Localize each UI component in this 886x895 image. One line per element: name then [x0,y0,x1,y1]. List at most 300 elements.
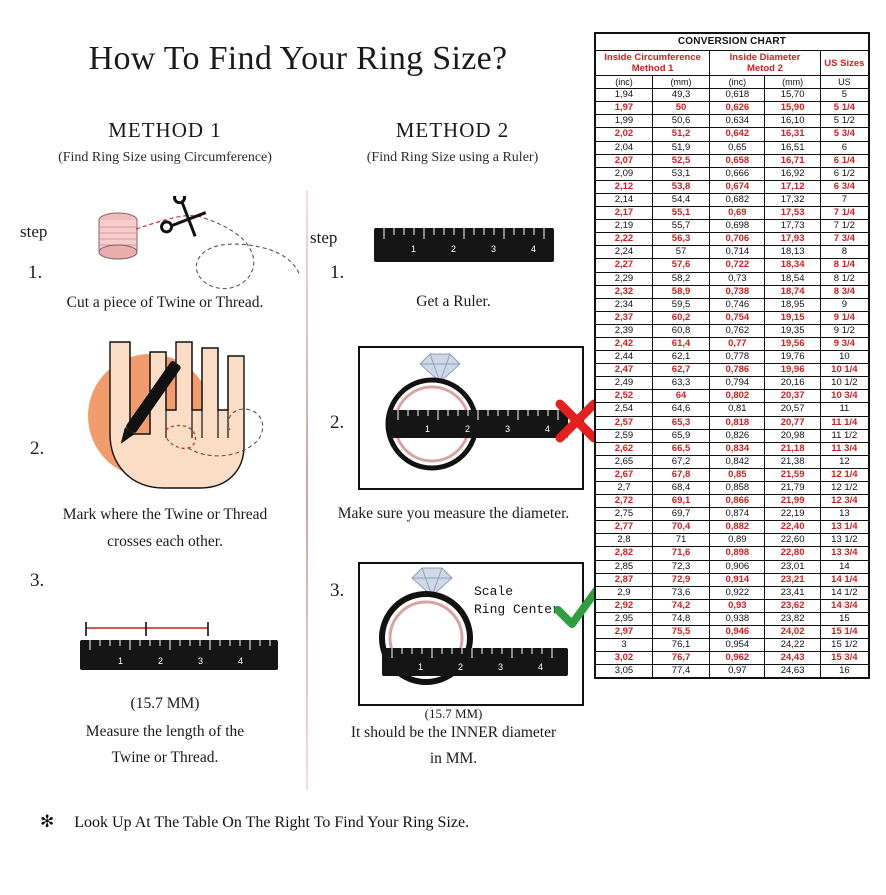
table-cell: 0,618 [710,89,765,102]
table-cell: 19,35 [765,324,820,337]
table-cell: 20,98 [765,429,820,442]
table-cell: 2,77 [596,521,653,534]
table-row [596,89,869,102]
table-cell: 5 1/2 [820,115,868,128]
group-header-circumference: Inside Circumference Method 1 [596,51,710,76]
table-cell: 76,1 [652,639,709,652]
method-1-step-3-measure: (15.7 MM) [130,695,200,712]
table-cell: 10 [820,351,868,364]
table-cell: 0,778 [710,351,765,364]
table-cell: 13 1/4 [820,521,868,534]
table-cell: 0,786 [710,364,765,377]
table-cell: 12 1/4 [820,468,868,481]
table-row [596,324,869,337]
table-cell: 14 [820,560,868,573]
table-row [596,311,869,324]
table-cell: 19,96 [765,364,820,377]
table-cell: 69,1 [652,495,709,508]
table-cell: 10 1/2 [820,377,868,390]
table-row [596,377,869,390]
table-row [596,364,869,377]
table-cell: 16,31 [765,128,820,141]
table-cell: 2,97 [596,626,653,639]
method-1-step-1-caption: Cut a piece of Twine or Thread. [66,294,264,311]
table-cell: 6 1/2 [820,167,868,180]
table-cell: 17,32 [765,193,820,206]
table-cell: 2,49 [596,377,653,390]
table-cell: 24,22 [765,639,820,652]
table-cell: 60,8 [652,324,709,337]
table-row [596,639,869,652]
table-cell: 13 1/2 [820,534,868,547]
table-cell: 0,842 [710,455,765,468]
table-row [596,115,869,128]
table-cell: 15 1/4 [820,626,868,639]
table-cell: 23,62 [765,599,820,612]
method-2-step-3-caption-line2: in MM. [429,750,478,767]
table-cell: 54,4 [652,193,709,206]
table-row [596,521,869,534]
unit-header-3: (mm) [765,76,820,89]
hand-with-thread-illustration [68,338,308,498]
table-cell: 7 1/2 [820,220,868,233]
svg-text:4: 4 [538,662,544,672]
table-cell: 15 [820,612,868,625]
table-cell: 62,7 [652,364,709,377]
table-cell: 3 [596,639,653,652]
table-cell: 16,10 [765,115,820,128]
table-cell: 2,95 [596,612,653,625]
table-cell: 23,01 [765,560,820,573]
method-2-step-2-diagram [358,346,584,490]
table-cell: 2,32 [596,285,653,298]
method-1-step-2-caption-line1: Mark where the Twine or Thread [62,506,268,523]
table-cell: 2,14 [596,193,653,206]
table-cell: 67,2 [652,455,709,468]
table-cell: 19,15 [765,311,820,324]
table-cell: 69,7 [652,508,709,521]
table-cell: 2,7 [596,482,653,495]
table-row [596,586,869,599]
method-2-step-3-number: 3. [330,580,345,601]
table-cell: 0,882 [710,521,765,534]
table-cell: 3,02 [596,652,653,665]
table-cell: 23,41 [765,586,820,599]
table-cell: 2,02 [596,128,653,141]
table-cell: 2,72 [596,495,653,508]
table-cell: 8 1/2 [820,272,868,285]
table-cell: 0,65 [710,141,765,154]
table-cell: 16,71 [765,154,820,167]
table-cell: 58,2 [652,272,709,285]
table-cell: 57 [652,246,709,259]
table-row [596,128,869,141]
scissors-icon [160,196,209,244]
footer-text: Look Up At The Table On The Right To Find Your Ring Size. [74,814,470,831]
table-cell: 16,92 [765,167,820,180]
table-cell: 0,738 [710,285,765,298]
method-2-title: METHOD 2 [395,118,510,142]
table-cell: 59,5 [652,298,709,311]
table-cell: 2,65 [596,455,653,468]
table-cell: 11 3/4 [820,442,868,455]
table-row [596,508,869,521]
page-title: How To Find Your Ring Size? [88,40,508,77]
table-cell: 0,77 [710,337,765,350]
table-cell: 0,682 [710,193,765,206]
svg-text:3: 3 [498,662,504,672]
table-cell: 71 [652,534,709,547]
ring-inner-diameter-right [360,564,578,700]
table-cell: 13 3/4 [820,547,868,560]
table-cell: 0,906 [710,560,765,573]
table-cell: 60,2 [652,311,709,324]
table-cell: 2,07 [596,154,653,167]
table-cell: 0,706 [710,233,765,246]
table-row [596,403,869,416]
method-2-step-2-number: 2. [330,412,345,433]
table-cell: 52,5 [652,154,709,167]
svg-text:4: 4 [238,656,244,666]
table-cell: 0,938 [710,612,765,625]
table-cell: 0,962 [710,652,765,665]
conversion-chart [594,32,870,679]
table-cell: 74,8 [652,612,709,625]
table-row [596,337,869,350]
svg-text:1: 1 [418,662,424,672]
table-cell: 64 [652,390,709,403]
table-cell: 51,9 [652,141,709,154]
method-1-step-3-caption-line1: Measure the length of the [85,723,245,740]
table-cell: 2,87 [596,573,653,586]
table-cell: 0,954 [710,639,765,652]
table-row [596,167,869,180]
method-2-step-3-diagram [358,562,584,706]
table-cell: 0,802 [710,390,765,403]
table-cell: 67,8 [652,468,709,481]
svg-text:4: 4 [531,244,537,254]
table-cell: 0,81 [710,403,765,416]
table-cell: 15 1/2 [820,639,868,652]
table-cell: 23,82 [765,612,820,625]
table-cell: 20,37 [765,390,820,403]
unit-header-2: (inc) [710,76,765,89]
unit-header-4: US [820,76,868,89]
table-cell: 7 [820,193,868,206]
table-cell: 15,90 [765,102,820,115]
table-cell: 22,19 [765,508,820,521]
table-cell: 73,6 [652,586,709,599]
table-row [596,468,869,481]
table-cell: 0,834 [710,442,765,455]
table-cell: 77,4 [652,665,709,678]
svg-text:4: 4 [545,424,551,434]
table-cell: 0,714 [710,246,765,259]
table-cell: 50,6 [652,115,709,128]
scale-ring-center-label-line2: Ring Center [474,602,560,617]
svg-text:1: 1 [118,656,124,666]
table-cell: 2,57 [596,416,653,429]
table-cell: 12 3/4 [820,495,868,508]
table-row [596,141,869,154]
table-row [596,455,869,468]
svg-text:2: 2 [458,662,464,672]
table-cell: 2,85 [596,560,653,573]
table-cell: 16,51 [765,141,820,154]
table-cell: 0,818 [710,416,765,429]
method-2-step-1-number: 1. [330,262,345,283]
table-cell: 0,946 [710,626,765,639]
table-row [596,180,869,193]
scale-ring-center-label-line1: Scale [474,584,514,599]
table-row [596,547,869,560]
group-header-diameter: Inside Diameter Metod 2 [710,51,821,76]
table-cell: 17,12 [765,180,820,193]
table-cell: 2,9 [596,586,653,599]
svg-text:3: 3 [491,244,497,254]
table-cell: 2,42 [596,337,653,350]
table-row [596,154,869,167]
table-cell: 8 1/4 [820,259,868,272]
table-cell: 20,57 [765,403,820,416]
method-1-title: METHOD 1 [108,118,222,142]
method-1-header [20,118,310,166]
table-row [596,259,869,272]
table-cell: 0,658 [710,154,765,167]
table-cell: 7 3/4 [820,233,868,246]
table-cell: 0,642 [710,128,765,141]
table-cell: 3,05 [596,665,653,678]
table-row [596,599,869,612]
svg-text:2: 2 [158,656,164,666]
table-cell: 2,47 [596,364,653,377]
method-1-step-1-number: 1. [28,262,43,283]
table-cell: 2,39 [596,324,653,337]
table-cell: 14 1/2 [820,586,868,599]
table-cell: 10 1/4 [820,364,868,377]
table-cell: 6 [820,141,868,154]
table-cell: 2,34 [596,298,653,311]
table-row [596,246,869,259]
table-cell: 14 3/4 [820,599,868,612]
table-cell: 0,73 [710,272,765,285]
unit-header-0: (inc) [596,76,653,89]
method-2-step-2-caption: Make sure you measure the diameter. [337,505,570,522]
table-cell: 49,3 [652,89,709,102]
table-cell: 18,34 [765,259,820,272]
table-cell: 11 1/4 [820,416,868,429]
table-cell: 22,60 [765,534,820,547]
table-cell: 0,858 [710,482,765,495]
table-cell: 9 1/2 [820,324,868,337]
table-cell: 8 3/4 [820,285,868,298]
table-cell: 6 3/4 [820,180,868,193]
method-1-subtitle: (Find Ring Size using Circumference) [58,150,272,165]
table-cell: 21,18 [765,442,820,455]
table-cell: 19,56 [765,337,820,350]
table-cell: 2,37 [596,311,653,324]
svg-text:2: 2 [465,424,471,434]
table-cell: 15 3/4 [820,652,868,665]
table-cell: 2,59 [596,429,653,442]
table-cell: 0,89 [710,534,765,547]
table-cell: 2,29 [596,272,653,285]
table-cell: 18,54 [765,272,820,285]
table-row [596,298,869,311]
table-cell: 1,97 [596,102,653,115]
table-cell: 17,93 [765,233,820,246]
table-cell: 72,3 [652,560,709,573]
table-cell: 12 1/2 [820,482,868,495]
table-cell: 20,77 [765,416,820,429]
table-cell: 9 [820,298,868,311]
table-cell: 66,5 [652,442,709,455]
table-cell: 20,16 [765,377,820,390]
table-cell: 24,02 [765,626,820,639]
table-cell: 2,12 [596,180,653,193]
table-cell: 0,746 [710,298,765,311]
table-cell: 53,8 [652,180,709,193]
table-cell: 0,674 [710,180,765,193]
table-cell: 0,93 [710,599,765,612]
table-row [596,442,869,455]
table-row [596,193,869,206]
table-cell: 2,67 [596,468,653,481]
table-cell: 21,99 [765,495,820,508]
ruler-illustration [374,228,554,268]
table-cell: 2,27 [596,259,653,272]
table-cell: 5 [820,89,868,102]
table-cell: 0,898 [710,547,765,560]
table-cell: 18,13 [765,246,820,259]
table-cell: 1,94 [596,89,653,102]
table-cell: 24,63 [765,665,820,678]
table-cell: 1,99 [596,115,653,128]
table-cell: 2,04 [596,141,653,154]
asterisk-icon: ✻ [40,812,55,831]
table-row [596,560,869,573]
table-cell: 75,5 [652,626,709,639]
table-cell: 57,6 [652,259,709,272]
table-cell: 70,4 [652,521,709,534]
table-cell: 61,4 [652,337,709,350]
conversion-table [595,33,869,678]
table-cell: 0,826 [710,429,765,442]
table-cell: 71,6 [652,547,709,560]
method-1-step-label: step [20,222,48,241]
table-cell: 24,43 [765,652,820,665]
table-cell: 55,7 [652,220,709,233]
table-row [596,416,869,429]
table-cell: 7 1/4 [820,207,868,220]
table-cell: 0,85 [710,468,765,481]
svg-text:3: 3 [198,656,204,666]
table-cell: 62,1 [652,351,709,364]
method-2-step-3-measure: (15.7 MM) [424,706,483,721]
table-cell: 18,74 [765,285,820,298]
table-cell: 21,38 [765,455,820,468]
table-cell: 50 [652,102,709,115]
table-row [596,220,869,233]
method-2-step-label: step [310,228,338,247]
table-cell: 17,53 [765,207,820,220]
table-cell: 53,1 [652,167,709,180]
table-cell: 19,76 [765,351,820,364]
method-1-step-2-number: 2. [30,438,45,459]
table-cell: 72,9 [652,573,709,586]
table-cell: 58,9 [652,285,709,298]
table-cell: 9 1/4 [820,311,868,324]
table-cell: 2,82 [596,547,653,560]
table-cell: 68,4 [652,482,709,495]
table-cell: 0,866 [710,495,765,508]
table-cell: 10 3/4 [820,390,868,403]
method-2-step-1-caption: Get a Ruler. [416,293,491,310]
table-row [596,207,869,220]
table-cell: 0,762 [710,324,765,337]
thread-measure-illustration [78,612,283,690]
twine-spool-illustration [78,196,308,306]
table-cell: 13 [820,508,868,521]
group-header-us-sizes: US Sizes [820,51,868,76]
method-2-step-3-caption-line1: It should be the INNER diameter [350,724,557,741]
table-cell: 2,24 [596,246,653,259]
unit-header-1: (mm) [652,76,709,89]
table-cell: 17,73 [765,220,820,233]
table-cell: 12 [820,455,868,468]
table-row [596,573,869,586]
table-cell: 0,97 [710,665,765,678]
table-cell: 0,922 [710,586,765,599]
table-cell: 64,6 [652,403,709,416]
table-cell: 6 1/4 [820,154,868,167]
table-cell: 2,52 [596,390,653,403]
table-row [596,272,869,285]
method-1-step-2-caption-line2: crosses each other. [107,533,223,550]
table-cell: 9 3/4 [820,337,868,350]
table-cell: 55,1 [652,207,709,220]
table-cell: 51,2 [652,128,709,141]
table-cell: 65,9 [652,429,709,442]
table-row [596,665,869,678]
conversion-chart-title: CONVERSION CHART [596,34,869,51]
table-row [596,626,869,639]
table-row [596,482,869,495]
conversion-table-body [596,89,869,678]
table-cell: 2,62 [596,442,653,455]
table-cell: 2,92 [596,599,653,612]
table-cell: 14 1/4 [820,573,868,586]
table-row [596,652,869,665]
table-cell: 18,95 [765,298,820,311]
table-cell: 2,8 [596,534,653,547]
method-2-header [315,118,590,166]
table-cell: 0,754 [710,311,765,324]
table-cell: 15,70 [765,89,820,102]
footer-note [40,812,585,832]
table-cell: 2,75 [596,508,653,521]
table-cell: 21,79 [765,482,820,495]
svg-text:1: 1 [411,244,417,254]
table-cell: 21,59 [765,468,820,481]
table-cell: 23,21 [765,573,820,586]
table-row [596,351,869,364]
table-row [596,285,869,298]
table-cell: 2,22 [596,233,653,246]
table-cell: 0,69 [710,207,765,220]
ring-over-ruler-wrong [360,348,578,484]
table-cell: 0,634 [710,115,765,128]
